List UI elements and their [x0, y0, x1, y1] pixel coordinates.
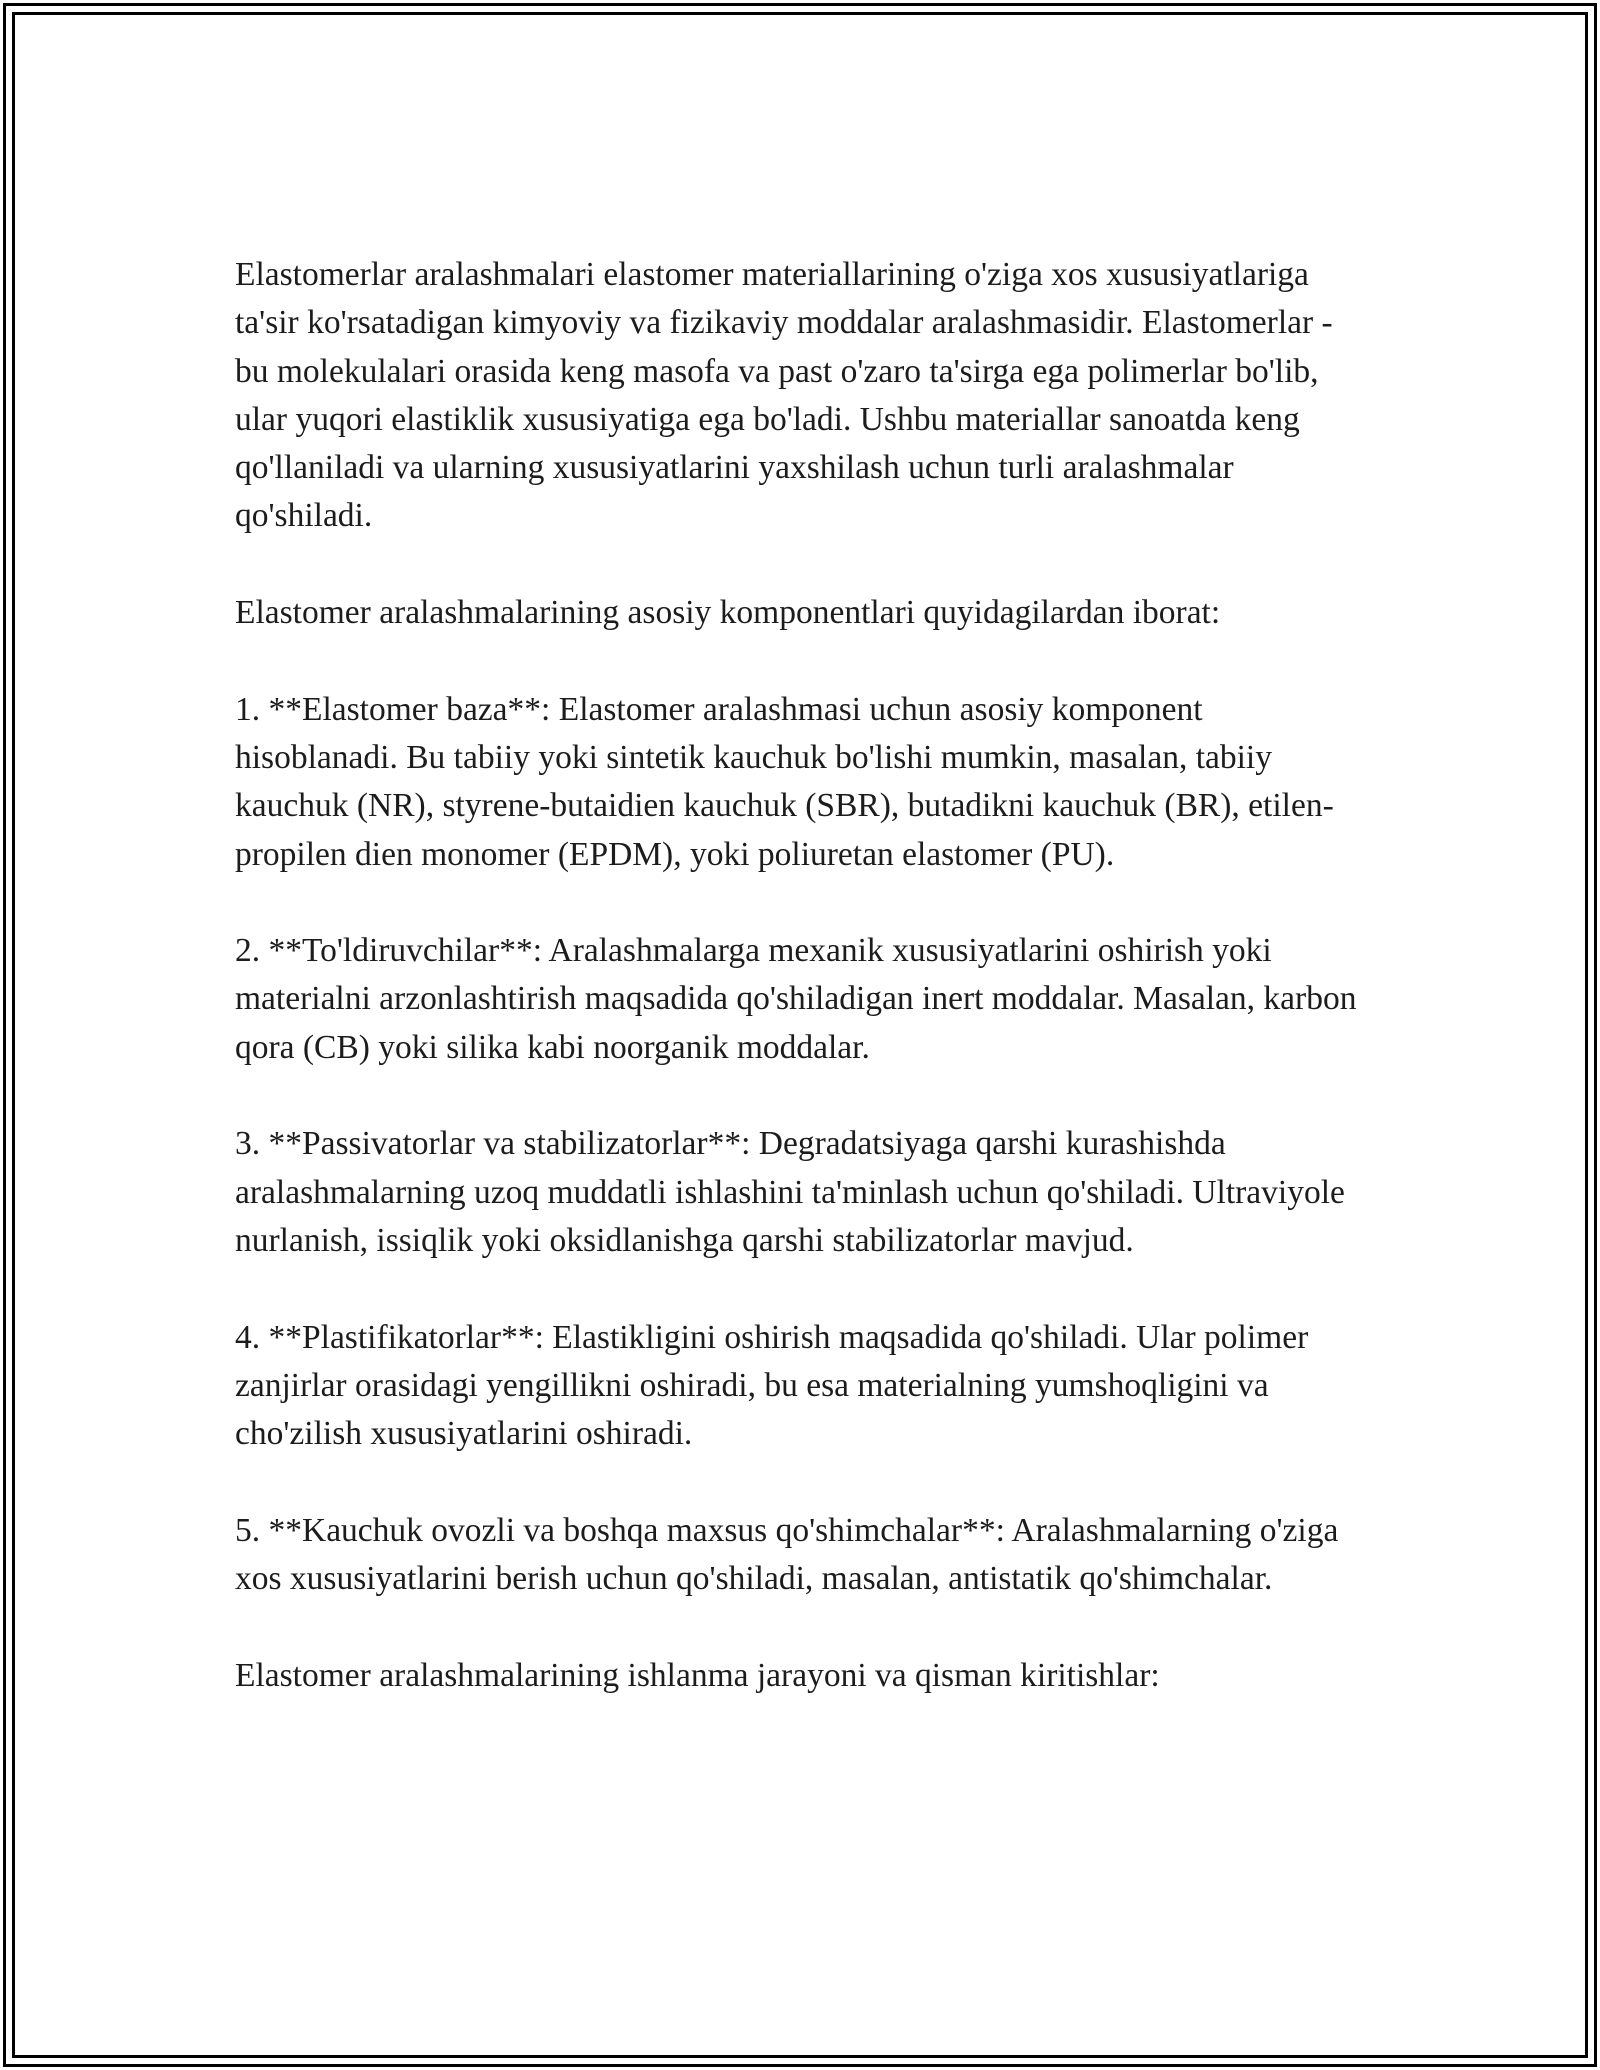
list-item-plasticizers: 4. **Plastifikatorlar**: Elastikligini oshirish maqsadida qo'shiladi. Ular polimer zanjirlar orasidagi yengillikni oshiradi, bu esa materialning yumshoqligini va cho'zilish xususiyatlarini oshiradi. [235, 1318, 1309, 1453]
list-item-fillers: 2. **To'ldiruvchilar**: Aralashmalarga mexanik xususiyatlarini oshirish yoki materialni arzonlashtirish maqsadida qo'shiladigan inert moddalar. Masalan, karbon qora (CB) yoki silika kabi noorganik moddalar. [235, 932, 1357, 1066]
process-heading: Elastomer aralashmalarining ishlanma jarayoni va qisman kiritishlar: [235, 1656, 1160, 1694]
components-heading: Elastomer aralashmalarining asosiy komponentlari quyidagilardan iborat: [235, 594, 1221, 632]
document-body [235, 251, 1370, 1700]
list-item-elastomer-base: 1. **Elastomer baza**: Elastomer aralashmasi uchun asosiy komponent hisoblanadi. Bu tabiiy yoki sintetik kauchuk bo'lishi mumkin, masalan, tabiiy kauchuk (NR), styrene-butaidien kauchuk (SBR), butadikni kauchuk (BR), etilen-propilen dien monomer (EPDM), yoki poliuretan elastomer (PU). [235, 690, 1334, 873]
list-item-special-additives: 5. **Kauchuk ovozli va boshqa maxsus qo'shimchalar**: Aralashmalarning o'ziga xos xususiyatlarini berish uchun qo'shiladi, masalan, antistatik qo'shimchalar. [235, 1511, 1339, 1598]
list-item-stabilizers: 3. **Passivatorlar va stabilizatorlar**: Degradatsiyaga qarshi kurashishda aralashmalarning uzoq muddatli ishlashini ta'minlash uchun qo'shiladi. Ultraviyole nurlanish, issiqlik yoki oksidlanishga qarshi stabilizatorlar mavjud. [235, 1125, 1345, 1259]
intro-paragraph: Elastomerlar aralashmalari elastomer materiallarining o'ziga xos xususiyatlariga ta'sir ko'rsatadigan kimyoviy va fizikaviy moddalar aralashmasidir. Elastomerlar - bu molekulalari orasida keng masofa va past o'zaro ta'sirga ega polimerlar bo'lib, ular yuqori elastiklik xususiyatiga ega bo'ladi. Ushbu materiallar sanoatda keng qo'llaniladi va ularning xususiyatlarini yaxshilash uchun turli aralashmalar qo'shiladi. [235, 256, 1333, 535]
